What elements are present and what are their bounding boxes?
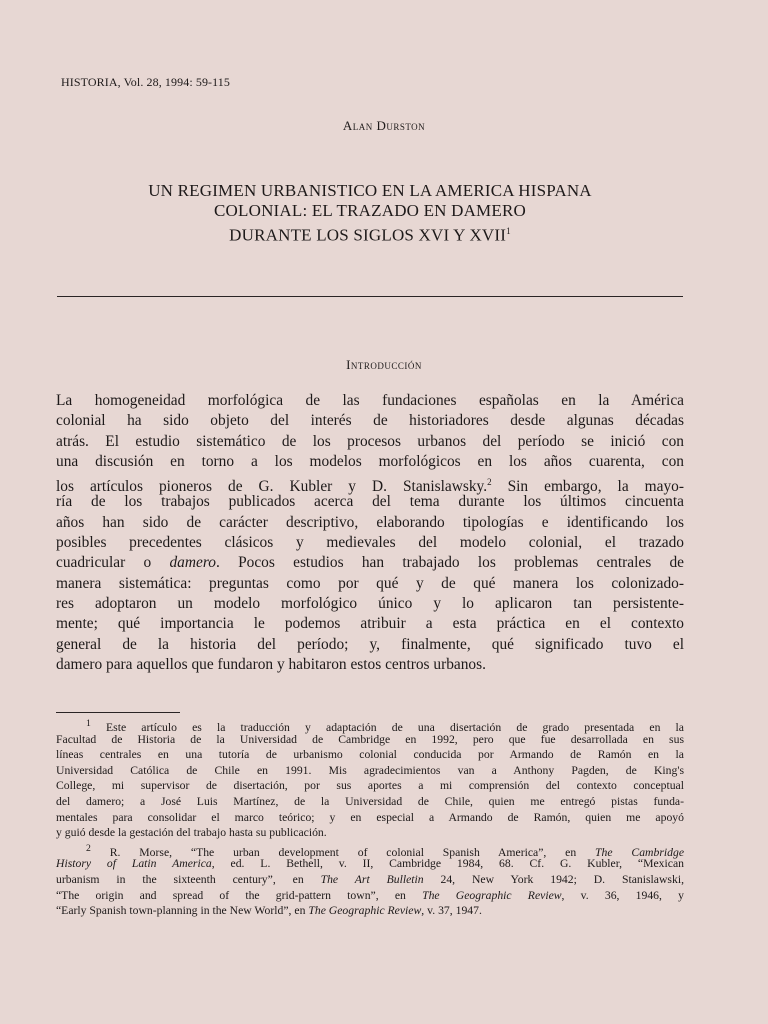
- body-line: mente; qué importancia le podemos atribuir a esta práctica en el contexto: [56, 615, 684, 633]
- body-line-text: . Pocos estudios han trabajado los problemas centrales de: [215, 554, 685, 572]
- body-line-text: cuadricular o: [56, 554, 170, 572]
- journal-citation: HISTORIA, Vol. 28, 1994: 59-115: [61, 75, 231, 89]
- footnote-2-line: [56, 856, 684, 872]
- title-line: [60, 221, 680, 246]
- section-heading: Introducción: [346, 357, 422, 372]
- body-line: La homogeneidad morfológica de las fundaciones españolas en la América: [56, 392, 684, 409]
- citation-title: The Art Bulletin: [320, 872, 424, 886]
- body-line: años han sido de carácter descriptivo, elaborando tipologías e identificando los: [56, 513, 684, 531]
- footnote-1-line: mentales para consolidar el marco teórico; y en especial a Armando de Ramón, quien me apoyó: [56, 810, 684, 824]
- footnotes: [56, 716, 684, 919]
- footnote-marker-2[interactable]: 2: [487, 477, 492, 488]
- body-line: general de la historia del período; y, finalmente, qué significado tuvo el: [56, 635, 684, 653]
- body-line: [56, 553, 684, 573]
- body-line: atrás. El estudio sistemático de los procesos urbanos del período se inició con: [56, 432, 684, 450]
- author-name: Alan Durston: [342, 118, 426, 133]
- footnote-1-line: líneas centrales en una tutoría de urbanismo colonial conducida por Armando de Ramón en la: [56, 748, 684, 762]
- title-divider: [57, 296, 683, 297]
- body-line: posibles precedentes clásicos y medievales del modelo colonial, el trazado: [56, 534, 684, 552]
- body-paragraph: [56, 391, 684, 675]
- footnote-text: , ed. L. Bethell, v. II, Cambridge 1984, 68. Cf. G. Kubler, “Mexican: [211, 857, 684, 871]
- footnote-1-line: College, mi supervisor de disertación, por sus aportes a mi comprensión del contexto conceptual: [56, 779, 684, 793]
- citation-title: The Geographic Review: [422, 888, 562, 902]
- title-line: COLONIAL: EL TRAZADO EN DAMERO: [214, 201, 526, 220]
- body-line: ría de los trabajos publicados acerca del tema durante los últimos cincuenta: [56, 493, 684, 511]
- title-footnote-marker[interactable]: 1: [506, 226, 511, 236]
- body-line: damero para aquellos que fundaron y habitaron estos centros urbanos.: [56, 655, 486, 673]
- footnote-text: Este artículo es la traducción y adaptación de una disertación de grado presentada en la: [90, 720, 684, 734]
- footnote-2-line: [56, 872, 684, 888]
- body-line-text: los artículos pioneros de G. Kubler y D. Stanislawsky.: [56, 478, 488, 496]
- footnote-2-line: [56, 888, 684, 904]
- footnote-text: urbanism in the sixteenth century”, en: [56, 872, 321, 886]
- body-line: manera sistemática: preguntas como por qué y de qué manera los colonizado-: [56, 574, 684, 592]
- footnote-1-line: [56, 716, 684, 732]
- footnote-text: “The origin and spread of the grid-pattern town”, en: [56, 888, 423, 902]
- footnote-2-line: [56, 903, 684, 919]
- footnote-2-marker: 2: [86, 842, 91, 854]
- article-title: [60, 181, 680, 246]
- footnote-1-line: del damero; a José Luis Martínez, de la Universidad de Chile, quien me entregó pistas funda-: [56, 794, 684, 808]
- body-line: res adoptaron un modelo morfológico único y lo aplicaron tan persistente-: [56, 594, 684, 612]
- footnote-divider: [56, 712, 180, 713]
- footnote-1-marker: 1: [86, 718, 91, 729]
- citation-title: The Geographic Review: [308, 904, 422, 918]
- footnote-text: , v. 37, 1947.: [421, 904, 482, 918]
- footnote-2-line: [56, 841, 684, 857]
- body-line: colonial ha sido objeto del interés de historiadores desde algunas décadas: [56, 412, 684, 430]
- title-line: UN REGIMEN URBANISTICO EN LA AMERICA HISPANA: [148, 181, 592, 200]
- emphasized-term: damero: [169, 554, 216, 572]
- citation-title: History of Latin America: [56, 857, 212, 871]
- citation-title: The Cambridge: [595, 845, 685, 859]
- footnote-text: , v. 36, 1946, y: [561, 888, 684, 902]
- footnote-text: “Early Spanish town-planning in the New World”, en: [56, 904, 309, 918]
- body-line-text: Sin embargo, la mayo-: [491, 478, 685, 496]
- footnote-1-line: Facultad de Historia de la Universidad de Cambridge en 1992, pero que fue desarrollada en sus: [56, 732, 684, 746]
- footnote-1-line: y guió desde la gestación del trabajo hasta su publicación.: [56, 826, 327, 840]
- footnote-1-line: Universidad Católica de Chile en 1991. Mis agradecimientos van a Anthony Pagden, de King's: [56, 763, 684, 777]
- body-line: una discusión en torno a los modelos morfológicos en los años cuarenta, con: [56, 452, 684, 470]
- footnote-text: R. Morse, “The urban development of colonial Spanish America”, en: [90, 845, 596, 859]
- body-line: [56, 472, 685, 496]
- footnote-text: 24, New York 1942; D. Stanislawski,: [423, 872, 684, 886]
- title-line-text: DURANTE LOS SIGLOS XVI Y XVII: [229, 225, 507, 245]
